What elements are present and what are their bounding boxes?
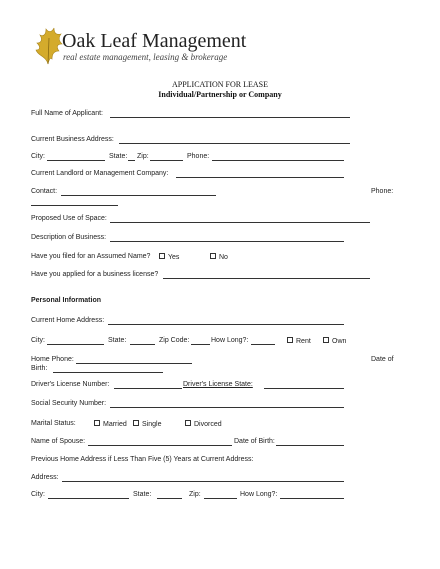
married-checkbox[interactable]	[94, 420, 100, 426]
spouse-label: Name of Spouse:	[31, 438, 86, 445]
full-name-label: Full Name of Applicant:	[31, 110, 103, 117]
zip-label: Zip:	[137, 153, 149, 160]
business-license-label: Have you applied for a business license?	[31, 271, 159, 278]
yes-checkbox[interactable]	[159, 253, 165, 259]
full-name-field[interactable]	[110, 117, 350, 118]
city-label: City:	[31, 153, 45, 160]
company-tagline: real estate management, leasing & brokerage	[63, 52, 228, 62]
married-label: Married	[103, 421, 127, 428]
spouse-dob-label: Date of Birth:	[234, 438, 275, 445]
form-subtitle: Individual/Partnership or Company	[158, 90, 282, 99]
business-address-label: Current Business Address:	[31, 136, 114, 143]
prev-how-long-label: How Long?:	[240, 491, 278, 498]
prev-zip-label: Zip:	[189, 491, 201, 498]
own-checkbox[interactable]	[323, 337, 329, 343]
home-zip-field[interactable]	[191, 344, 210, 345]
home-city-field[interactable]	[47, 344, 104, 345]
contact-phone-label: Phone:	[371, 188, 394, 195]
contact-field[interactable]	[61, 195, 216, 196]
home-phone-label: Home Phone:	[31, 356, 74, 363]
form-title: APPLICATION FOR LEASE	[171, 80, 268, 89]
yes-label: Yes	[168, 254, 180, 261]
home-address-field[interactable]	[108, 324, 344, 325]
zip-field[interactable]	[150, 160, 183, 161]
home-address-label: Current Home Address:	[31, 317, 105, 324]
landlord-label: Current Landlord or Management Company:	[31, 170, 169, 177]
dl-number-field[interactable]	[114, 388, 182, 389]
own-label: Own	[332, 338, 347, 345]
rent-checkbox[interactable]	[287, 337, 293, 343]
single-checkbox[interactable]	[133, 420, 139, 426]
spouse-field[interactable]	[88, 445, 232, 446]
assumed-no-option[interactable]	[210, 253, 228, 262]
description-label: Description of Business:	[31, 234, 107, 241]
dl-state-label: Driver's License State:	[183, 381, 253, 388]
company-name: Oak Leaf Management	[62, 30, 247, 52]
divorced-checkbox[interactable]	[185, 420, 191, 426]
how-long-field[interactable]	[251, 344, 275, 345]
phone-label: Phone:	[187, 153, 210, 160]
own-option[interactable]	[323, 337, 346, 346]
prev-state-field[interactable]	[157, 498, 182, 499]
prev-address-field[interactable]	[62, 481, 344, 482]
assumed-yes-option[interactable]	[159, 253, 179, 262]
contact-label: Contact:	[31, 188, 58, 195]
married-option[interactable]	[94, 420, 127, 429]
prev-address-label: Address:	[31, 474, 59, 481]
prev-zip-field[interactable]	[204, 498, 237, 499]
how-long-label: How Long?:	[211, 337, 249, 344]
rent-label: Rent	[296, 338, 311, 345]
home-zip-label: Zip Code:	[159, 337, 190, 344]
phone-field[interactable]	[212, 160, 344, 161]
home-state-label: State:	[108, 337, 127, 344]
rent-option[interactable]	[287, 337, 311, 346]
landlord-field[interactable]	[176, 177, 344, 178]
single-option[interactable]	[133, 420, 161, 429]
ssn-field[interactable]	[110, 407, 344, 408]
divorced-option[interactable]	[185, 420, 222, 429]
spouse-dob-field[interactable]	[276, 445, 344, 446]
city-field[interactable]	[47, 160, 105, 161]
no-checkbox[interactable]	[210, 253, 216, 259]
home-state-field[interactable]	[130, 344, 155, 345]
prev-city-field[interactable]	[48, 498, 129, 499]
dl-number-label: Driver's License Number:	[31, 381, 110, 388]
oak-leaf-logo-icon	[32, 26, 64, 66]
divorced-label: Divorced	[194, 421, 222, 428]
previous-address-label: Previous Home Address if Less Than Five (5) Years at Current Address:	[31, 456, 254, 463]
state-label: State:	[109, 153, 128, 160]
assumed-name-label: Have you filed for an Assumed Name?	[31, 253, 151, 260]
home-city-label: City:	[31, 337, 45, 344]
marital-status-label: Marital Status:	[31, 420, 76, 427]
proposed-use-field[interactable]	[110, 222, 370, 223]
ssn-label: Social Security Number:	[31, 400, 107, 407]
personal-info-heading: Personal Information	[31, 297, 102, 304]
home-phone-field[interactable]	[76, 363, 192, 364]
prev-city-label: City:	[31, 491, 45, 498]
birth-field[interactable]	[53, 372, 163, 373]
single-label: Single	[142, 421, 162, 428]
proposed-use-label: Proposed Use of Space:	[31, 215, 107, 222]
description-field[interactable]	[110, 241, 344, 242]
birth-label: Birth:	[31, 365, 48, 372]
business-address-field[interactable]	[119, 143, 350, 144]
prev-state-label: State:	[133, 491, 152, 498]
business-license-field[interactable]	[163, 278, 370, 279]
prev-how-long-field[interactable]	[280, 498, 344, 499]
state-field[interactable]	[128, 160, 135, 161]
date-of-label: Date of	[371, 356, 394, 363]
dl-state-field[interactable]	[264, 388, 344, 389]
contact-phone-field[interactable]	[31, 205, 118, 206]
no-label: No	[219, 254, 228, 261]
